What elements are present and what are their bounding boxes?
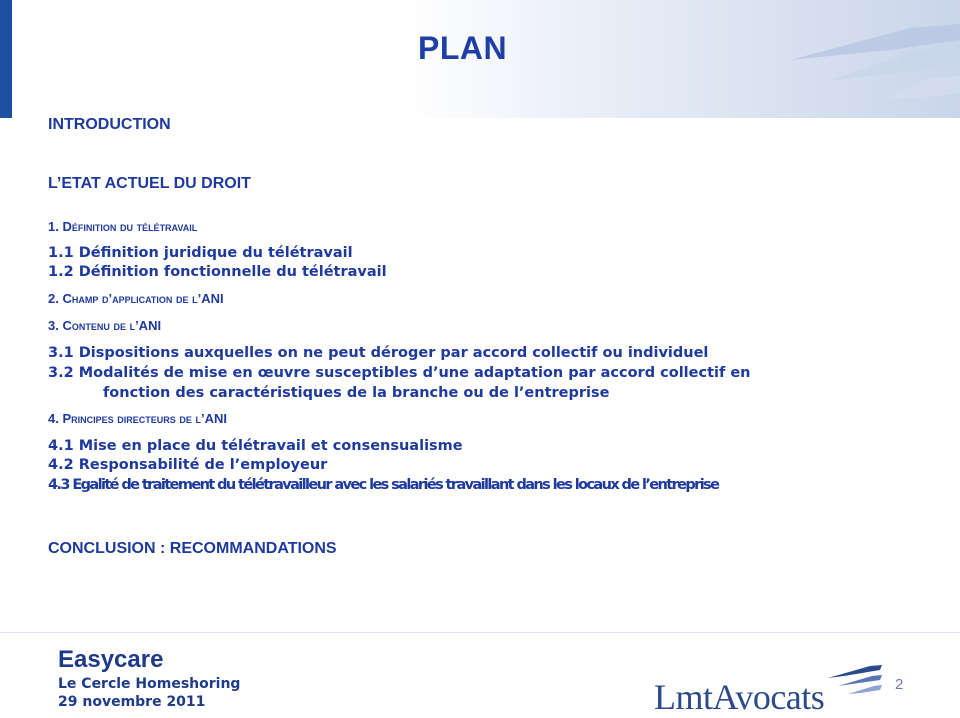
outline-section-4: 4. Principes directeurs de l’ANI [48, 411, 227, 426]
outline-section-3-2: 3.2 Modalités de mise en œuvre susceptibles d’une adaptation par accord collectif en [48, 365, 751, 381]
logo-text: LmtAvocats [654, 677, 825, 717]
header-decoration-icon [770, 20, 960, 115]
outline-section-3-2-continued: fonction des caractéristiques de la branche ou de l’entreprise [103, 385, 610, 401]
footer-divider [0, 632, 960, 633]
outline-section-4-3: 4.3 Egalité de traitement du télétravailleur avec les salariés travaillant dans les locaux de l’entreprise [48, 477, 719, 493]
lmt-avocats-logo [654, 664, 884, 717]
outline-section-1-2: 1.2 Définition fonctionnelle du télétravail [48, 264, 387, 280]
outline-section-3: 3. Contenu de l’ANI [48, 318, 162, 333]
logo-swoosh-icon [824, 664, 884, 696]
footer-brand: Easycare [58, 646, 164, 673]
outline-conclusion: CONCLUSION : RECOMMANDATIONS [48, 540, 337, 557]
outline-section-3-1: 3.1 Dispositions auxquelles on ne peut déroger par accord collectif ou individuel [48, 345, 709, 361]
outline-section-1: 1. Définition du télétravail [48, 219, 198, 234]
page-number: 2 [895, 676, 904, 693]
outline-etat-actuel: L’ETAT ACTUEL DU DROIT [48, 175, 251, 192]
outline-introduction: INTRODUCTION [48, 116, 171, 133]
outline-section-2: 2. Champ d’application de l’ANI [48, 291, 224, 306]
outline-section-4-2: 4.2 Responsabilité de l’employeur [48, 457, 328, 473]
footer-date: 29 novembre 2011 [58, 694, 206, 710]
outline-section-1-1: 1.1 Définition juridique du télétravail [48, 245, 353, 261]
footer-organization: Le Cercle Homeshoring [58, 676, 241, 692]
slide-title: PLAN [418, 30, 508, 66]
outline-section-4-1: 4.1 Mise en place du télétravail et consensualisme [48, 438, 463, 454]
left-accent-bar [0, 0, 12, 118]
